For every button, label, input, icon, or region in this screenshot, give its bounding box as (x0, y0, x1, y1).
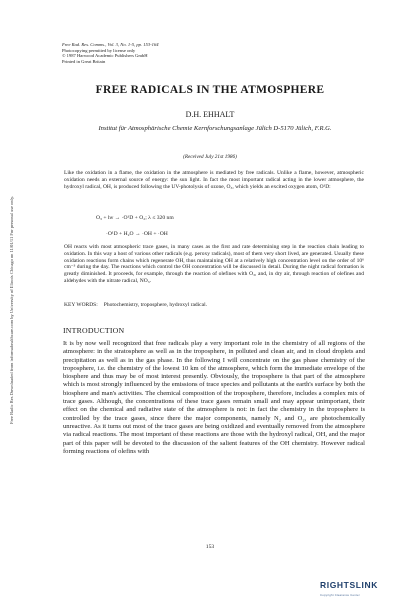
journal-line-3: © 1987 Harwood Academic Publishers GmbH (62, 53, 148, 59)
author-affiliation: Institut für Atmosphärische Chemie Kernforschungsanlage Jülich D-5170 Jülich, F.R.G. (98, 125, 332, 132)
page-number: 153 (205, 544, 215, 550)
equation-oh-formation: ·O¹D + H₂O → ·OH + ·OH (106, 231, 168, 237)
abstract-paragraph-2: OH reacts with most atmospheric trace gases, in many cases as the first and rate determining step in the reaction chain leading to oxidation. In this way a host of various other radicals (e.g. peroxy radicals), most of them very short lived, are generated. Usually these oxidation reactions form chains which regenerate OH, thus maintaining OH at a relatively high concentration level on the order of 10⁶ cm⁻³ during the day. The reactions which control the OH concentration will be discussed in detail. During the night radical formation is greatly diminished. It proceeds, for example, through the reaction of olefines with O₃, and, in dry air, through reaction of olefines and aldehydes with the nitrate radical, NO₃. (64, 244, 364, 284)
keywords (64, 302, 364, 308)
received-date: (Received July 21st 1986) (183, 154, 237, 160)
section-heading-introduction: INTRODUCTION (63, 326, 125, 335)
journal-line-2: Photocopying permitted by license only (62, 47, 136, 53)
rightslink-logo-text: RIGHTSLINK (320, 580, 378, 590)
journal-citation (62, 42, 322, 64)
equation-photolysis: O₃ + hν → ·O¹D + O₂; λ ≤ 320 nm (96, 215, 174, 221)
journal-line-1: Free Rad. Res. Comms., Vol. 3, No. 1-5, pp. 153-164 (62, 42, 159, 47)
keywords-label: KEY WORDS: (64, 302, 98, 308)
rightslink-logo-subtext: Copyright Clearance Center (320, 593, 360, 597)
journal-line-4: Printed in Great Britain (62, 58, 106, 64)
article-title: FREE RADICALS IN THE ATMOSPHERE (95, 84, 325, 96)
rightslink-logo[interactable] (320, 575, 415, 595)
article-author: D.H. EHHALT (185, 110, 235, 119)
download-watermark: Free Radic Res Downloaded from informahealthcare.com by University of Illinois Chicago on 11/01/11 For personal use only. (9, 195, 14, 425)
abstract-paragraph-1: Like the oxidation in a flame, the oxidation in the atmosphere is mediated by free radicals. Unlike a flame, however, atmospheric oxidation needs an external source of energy: the sun light. In fact the most important radical acting in the lower atmosphere, the hydroxyl radical, OH, is produced following the UV-photolysis of ozone, O₃, which yields an excited oxygen atom, O¹D: (64, 170, 364, 190)
introduction-text: It is by now well recognized that free radicals play a very important role in the chemistry of all regions of the atmosphere: in the stratosphere as well as in the troposphere, in polluted and clean air, and in cloud droplets and precipitation as well as in the gas phase. In the following I will concentrate on the gas phase chemistry of the troposphere, i.e. the chemistry of the lowest 10 km of the atmosphere, which form the immediate envelope of the biosphere and thus may be of most interest presently. Obviously, the troposphere is that part of the atmosphere which is most strongly influenced by the emissions of trace species and pollutants at the earth's surface by both the biosphere and man's activities. The chemical composition of the troposphere, therefore, includes a complex mix of trace gases. Although, the concentrations of these trace gases remain small and may appear unimportant, their effect on the chemical and radiative state of the atmosphere is not: in fact the chemistry in the troposphere is controlled by the trace gases, since there the major components, namely N₂ and O₂, are photochemically unreactive. As it turns out most of the trace gases are being oxidized and eventually removed from the atmosphere via radical reactions. The most important of these reactions are those with the hydroxyl radical, OH, and the major part of this paper will be devoted to the discussion of the salient features of the OH chemistry. However radical forming reactions of olefins with (63, 340, 365, 455)
keywords-list: Photochemistry, troposphere, hydroxyl radical. (103, 302, 207, 308)
